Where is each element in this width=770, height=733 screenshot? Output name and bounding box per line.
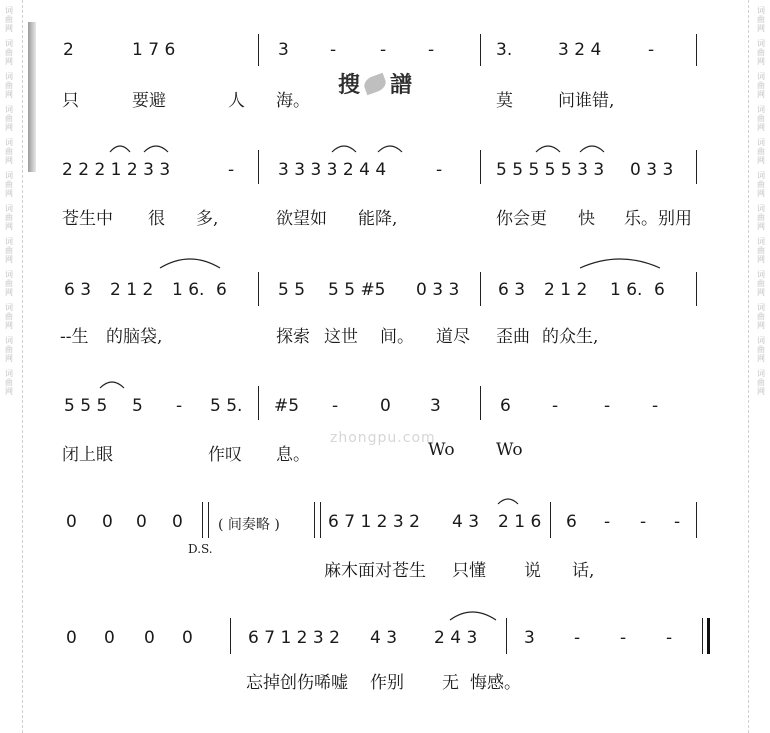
margin-watermark-unit: 词 曲 网 — [5, 138, 13, 165]
note: 3 3 3 3 2 4 4 — [278, 160, 387, 180]
lyric: 悔感。 — [470, 673, 521, 693]
note: 0 — [144, 628, 155, 648]
note: 5 5 #5 — [328, 280, 386, 300]
note: - — [640, 512, 647, 532]
lyric: 你会更 — [496, 209, 547, 229]
lyric: 要避 — [132, 91, 166, 111]
slur — [144, 146, 168, 152]
lyric: 只懂 — [452, 561, 486, 581]
note: 1 6. — [610, 280, 643, 300]
margin-watermark-unit: 词 曲 网 — [5, 336, 13, 363]
note: - — [574, 628, 581, 648]
margin-watermark-unit: 词 曲 网 — [5, 369, 13, 396]
note: - — [552, 396, 559, 416]
slur — [160, 259, 220, 268]
note: 4 3 — [370, 628, 398, 648]
note: 6 — [500, 396, 511, 416]
note: 4 3 — [452, 512, 480, 532]
note: 1 7 6 — [132, 40, 176, 60]
lyric: --生 — [60, 327, 89, 347]
note: 2 1 6 — [498, 512, 542, 532]
note: 2 1 2 — [110, 280, 154, 300]
jianpu-score — [40, 0, 720, 733]
note: - — [380, 40, 387, 60]
lyric: 忘掉创伤唏嘘 — [246, 673, 348, 693]
note: 0 — [66, 628, 77, 648]
lyric: 作叹 — [208, 445, 242, 465]
lyric: 莫 — [496, 91, 513, 111]
margin-watermark-unit: 词 曲 网 — [757, 6, 765, 33]
margin-watermark-unit: 词 曲 网 — [5, 270, 13, 297]
lyric: 只 — [62, 91, 79, 111]
lyric: 苍生中 — [62, 209, 113, 229]
lyric: 间。 — [380, 327, 414, 347]
lyric: 歪曲 — [496, 327, 530, 347]
note: - — [428, 40, 435, 60]
margin-watermark-unit: 词 曲 网 — [757, 237, 765, 264]
note: 0 3 3 — [630, 160, 674, 180]
lyric: 的众生, — [542, 327, 599, 347]
note: 0 — [136, 512, 147, 532]
slur — [110, 146, 130, 152]
lyric: 道尽 — [436, 327, 470, 347]
margin-watermark-unit: 词 曲 网 — [757, 336, 765, 363]
slur — [580, 146, 604, 152]
note: 6 3 — [498, 280, 526, 300]
note: 3 — [430, 396, 441, 416]
slur — [536, 146, 560, 152]
note: 3. — [496, 40, 513, 60]
margin-watermark-unit: 词 曲 网 — [757, 270, 765, 297]
margin-watermark-unit: 词 曲 网 — [757, 138, 765, 165]
lyric: 能降, — [358, 209, 398, 229]
margin-watermark-unit: 词 曲 网 — [5, 204, 13, 231]
margin-watermark-unit: 词 曲 网 — [757, 105, 765, 132]
lyric: 多, — [196, 209, 219, 229]
margin-watermark-unit: 词 曲 网 — [5, 171, 13, 198]
lyric: 这世 — [324, 327, 358, 347]
lyric: 乐。别用 — [624, 209, 692, 229]
right-margin-watermark — [752, 0, 770, 733]
lyric: Wo — [496, 440, 523, 460]
note: - — [604, 396, 611, 416]
margin-watermark-unit: 词 曲 网 — [757, 369, 765, 396]
note: 6 3 — [64, 280, 92, 300]
lyric: 问谁错, — [558, 91, 615, 111]
slur — [580, 259, 660, 268]
lyric: 快 — [578, 209, 595, 229]
note: 0 — [102, 512, 113, 532]
note: 0 — [182, 628, 193, 648]
note: - — [666, 628, 673, 648]
note: - — [436, 160, 443, 180]
slur — [450, 612, 496, 620]
logo-char-left: 搜 — [338, 73, 361, 98]
interlude-marking: ( 间奏略 ) — [218, 517, 280, 533]
note: - — [648, 40, 655, 60]
note: 5 — [132, 396, 143, 416]
lyric: 人 — [228, 91, 245, 111]
lyric: 海。 — [276, 91, 310, 111]
note: 0 — [104, 628, 115, 648]
slur — [332, 146, 356, 152]
note: 3 — [278, 40, 289, 60]
note: 1 6. — [172, 280, 205, 300]
lyric: 作别 — [370, 673, 404, 693]
slur — [498, 499, 518, 504]
note: - — [674, 512, 681, 532]
slur — [378, 146, 402, 152]
right-margin-line — [748, 0, 749, 733]
note: 6 7 1 2 3 2 — [328, 512, 420, 532]
lyric: 欲望如 — [276, 209, 327, 229]
margin-watermark-unit: 词 曲 网 — [5, 105, 13, 132]
note: 6 — [566, 512, 577, 532]
margin-watermark-unit: 词 曲 网 — [5, 6, 13, 33]
margin-watermark-unit: 词 曲 网 — [757, 204, 765, 231]
margin-watermark-unit: 词 曲 网 — [757, 303, 765, 330]
note: - — [620, 628, 627, 648]
margin-watermark-unit: 词 曲 网 — [757, 171, 765, 198]
note: #5 — [274, 396, 300, 416]
note: - — [176, 396, 183, 416]
lyric: 的脑袋, — [106, 327, 163, 347]
lyric: 说 — [524, 561, 541, 581]
note: 5 5 — [278, 280, 306, 300]
page-binding-shadow — [28, 22, 36, 172]
note: 0 — [172, 512, 183, 532]
note: 0 3 3 — [416, 280, 460, 300]
margin-watermark-unit: 词 曲 网 — [5, 39, 13, 66]
note: 3 — [524, 628, 535, 648]
margin-watermark-unit: 词 曲 网 — [757, 72, 765, 99]
note: 2 4 3 — [434, 628, 478, 648]
note: - — [228, 160, 235, 180]
note: 2 — [63, 40, 74, 60]
lyric: 很 — [148, 209, 165, 229]
margin-watermark-unit: 词 曲 网 — [5, 72, 13, 99]
margin-watermark-unit: 词 曲 网 — [5, 237, 13, 264]
note: 3 2 4 — [558, 40, 602, 60]
note: - — [332, 396, 339, 416]
lyric: 闭上眼 — [62, 445, 113, 465]
ds-marking: D.S. — [188, 542, 213, 556]
note: 0 — [66, 512, 77, 532]
slur-layer — [40, 0, 720, 733]
slur — [100, 382, 124, 388]
note: - — [652, 396, 659, 416]
lyric: 话, — [572, 561, 595, 581]
note: 6 — [216, 280, 227, 300]
note: 5 5 5 5 5 3 3 — [496, 160, 605, 180]
note: 5 5 5 — [64, 396, 108, 416]
lyric: 探索 — [276, 327, 310, 347]
lyric: Wo — [428, 440, 455, 460]
note: - — [330, 40, 337, 60]
left-margin-watermark — [0, 0, 18, 733]
note: 2 1 2 — [544, 280, 588, 300]
note: 6 — [654, 280, 665, 300]
lyric: 麻木面对苍生 — [324, 561, 426, 581]
lyric: 息。 — [276, 445, 310, 465]
margin-watermark-unit: 词 曲 网 — [757, 39, 765, 66]
note: - — [604, 512, 611, 532]
margin-watermark-unit: 词 曲 网 — [5, 303, 13, 330]
logo-char-right: 譜 — [390, 73, 413, 98]
note: 0 — [380, 396, 391, 416]
left-margin-line — [22, 0, 23, 733]
lyric: 无 — [442, 673, 459, 693]
site-watermark: zhongpu.com — [330, 430, 436, 446]
note: 5 5. — [210, 396, 243, 416]
note: 2 2 2 1 2 3 3 — [62, 160, 171, 180]
note: 6 7 1 2 3 2 — [248, 628, 340, 648]
